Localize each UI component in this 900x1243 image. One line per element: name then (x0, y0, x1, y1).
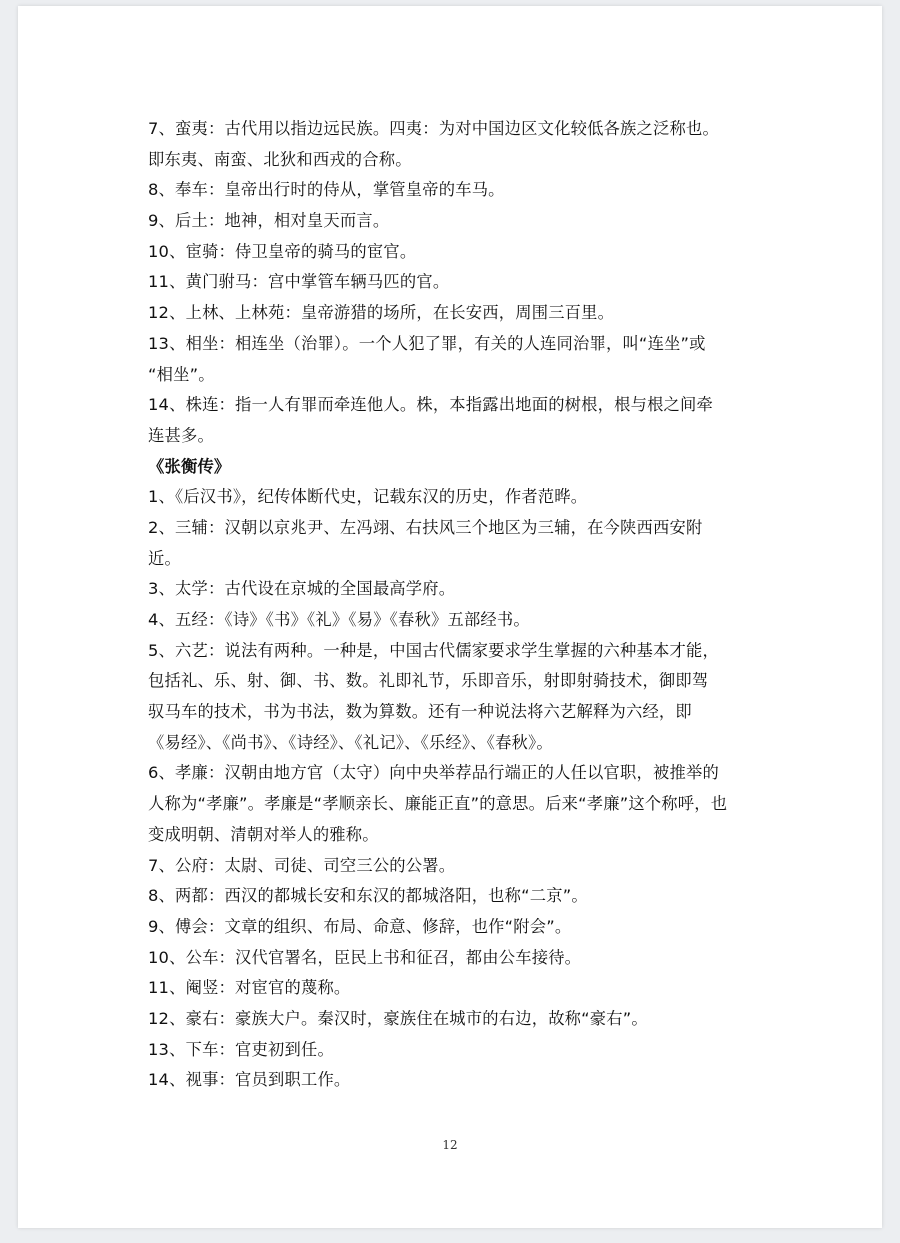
text-line: 6、孝廉：汉朝由地方官（太守）向中央举荐品行端正的人任以官职，被推举的 (148, 763, 719, 783)
text-line: “相坐”。 (148, 364, 215, 384)
text-line: 10、宦骑：侍卫皇帝的骑马的宦官。 (148, 241, 417, 261)
text-line: 人称为“孝廉”。孝廉是“孝顺亲长、廉能正直”的意思。后来“孝廉”这个称呼，也 (148, 794, 728, 814)
text-line: 3、太学：古代设在京城的全国最高学府。 (148, 579, 456, 599)
text-line: 12、上林、上林苑：皇帝游猎的场所，在长安西，周围三百里。 (148, 303, 615, 323)
text-line: 14、株连：指一人有罪而牵连他人。株，本指露出地面的树根，根与根之间牵 (148, 395, 714, 415)
text-line: 8、两都：西汉的都城长安和东汉的都城洛阳，也称“二京”。 (148, 886, 588, 906)
text-line: 即东夷、南蛮、北狄和西戎的合称。 (148, 149, 412, 169)
text-line: 11、黄门驸马：宫中掌管车辆马匹的官。 (148, 272, 450, 292)
document-page (18, 6, 882, 1228)
text-line: 12、豪右：豪族大户。秦汉时，豪族住在城市的右边，故称“豪右”。 (148, 1008, 648, 1028)
text-line: 包括礼、乐、射、御、书、数。礼即礼节，乐即音乐，射即射骑技术，御即驾 (148, 671, 709, 691)
text-line: 《易经》、《尚书》、《诗经》、《礼记》、《乐经》、《春秋》。 (148, 732, 553, 752)
text-line: 9、后土：地神，相对皇天而言。 (148, 211, 390, 231)
text-line: 变成明朝、清朝对举人的雅称。 (148, 824, 379, 844)
text-line: 近。 (148, 548, 181, 568)
page-number: 12 (442, 1138, 458, 1152)
text-line: 9、傅会：文章的组织、布局、命意、修辞，也作“附会”。 (148, 916, 572, 936)
text-line: 14、视事：官员到职工作。 (148, 1070, 351, 1090)
text-line: 13、相坐：相连坐（治罪）。一个人犯了罪，有关的人连同治罪，叫“连坐”或 (148, 333, 706, 353)
text-line: 11、阉竖：对宦官的蔑称。 (148, 978, 351, 998)
text-line: 连甚多。 (148, 425, 214, 445)
text-line: 7、公府：太尉、司徒、司空三公的公署。 (148, 855, 456, 875)
text-line: 驭马车的技术，书为书法，数为算数。还有一种说法将六艺解释为六经，即 (148, 702, 692, 722)
text-line: 1、《后汉书》，纪传体断代史，记载东汉的历史，作者范晔。 (148, 487, 588, 507)
text-line: 7、蛮夷：古代用以指边远民族。四夷：为对中国边区文化较低各族之泛称也。 (148, 119, 719, 138)
text-line: 13、下车：官吏初到任。 (148, 1039, 334, 1059)
text-line: 2、三辅：汉朝以京兆尹、左冯翊、右扶风三个地区为三辅，在今陕西西安附 (148, 517, 703, 537)
text-line: 8、奉车：皇帝出行时的侍从，掌管皇帝的车马。 (148, 180, 505, 200)
section-heading: 《张衡传》 (148, 456, 231, 476)
text-line: 4、五经：《诗》《书》《礼》《易》《春秋》五部经书。 (148, 610, 530, 629)
text-line: 10、公车：汉代官署名，臣民上书和征召，都由公车接待。 (148, 947, 582, 967)
document-body (148, 114, 778, 1096)
text-line: 5、六艺：说法有两种。一种是，中国古代儒家要求学生掌握的六种基本才能， (148, 640, 719, 660)
